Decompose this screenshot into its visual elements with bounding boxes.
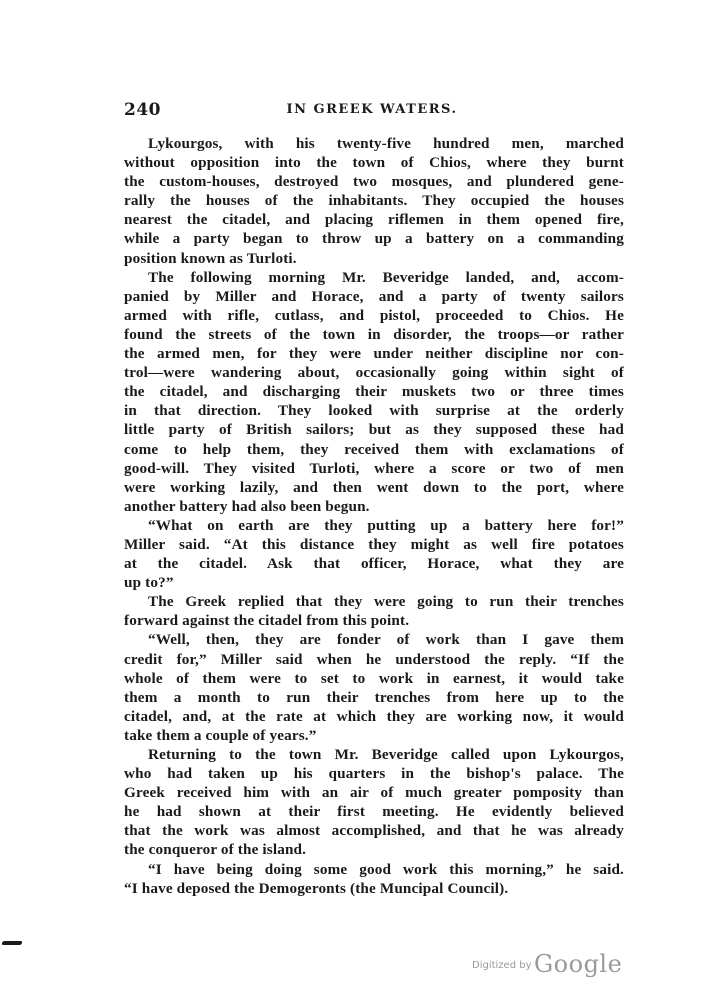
text-line: the armed men, for they were under neither discipline nor con- [124,345,624,363]
text-line: “I have deposed the Demogeronts (the Muncipal Council). [124,879,509,897]
text-line: Greek received him with an air of much greater pomposity than [124,784,624,802]
paragraph [124,134,624,268]
text-line: “I have being doing some good work this morning,” he said. [148,860,624,878]
digitized-watermark [472,950,632,980]
text-line: The following morning Mr. Beveridge landed, and, accom- [148,268,624,286]
text-line: trol—were wandering about, occasionally going within sight of [124,364,624,382]
text-line: rally the houses of the inhabitants. They occupied the houses [124,192,624,210]
text-line: them a month to run their trenches from here up to the [124,688,624,706]
body-text [124,134,624,898]
paragraph [124,516,624,592]
paragraph [124,860,624,898]
paragraph [124,745,624,860]
text-line: The Greek replied that they were going to run their trenches [148,593,624,611]
text-line: were working lazily, and then went down to the port, where [124,478,624,496]
text-line: he had shown at their first meeting. He evidently believed [124,803,624,821]
paragraph [124,268,624,516]
text-line: nearest the citadel, and placing riflemen in them opened fire, [124,211,624,229]
page-number: 240 [124,100,161,120]
text-line: up to?” [124,574,174,592]
text-line: the custom-houses, destroyed two mosques, and plundered gene- [124,173,624,191]
running-title: IN GREEK WATERS. [286,102,458,117]
watermark-brand-logo: Google [534,950,623,978]
text-line: Miller said. “At this distance they might as well fire potatoes [124,535,624,553]
text-line: good-will. They visited Turloti, where a score or two of men [124,459,624,477]
text-line: the citadel, and discharging their muskets two or three times [124,383,624,401]
text-line: credit for,” Miller said when he understood the reply. “If the [124,650,624,668]
text-line: in that direction. They looked with surprise at the orderly [124,402,624,420]
text-line: without opposition into the town of Chios, where they burnt [124,154,624,172]
text-line: “Well, then, they are fonder of work than I gave them [148,631,624,649]
text-line: while a party began to throw up a battery on a commanding [124,230,624,248]
text-line: whole of them were to set to work in earnest, it would take [124,669,624,687]
text-line: Returning to the town Mr. Beveridge called upon Lykourgos, [148,746,624,763]
page-header [124,100,620,122]
text-line: at the citadel. Ask that officer, Horace, what they are [124,555,624,573]
text-line: “What on earth are they putting up a battery here for!” [148,516,624,534]
paragraph [124,592,624,630]
text-line: who had taken up his quarters in the bishop's palace. The [124,765,624,783]
text-line: citadel, and, at the rate at which they are working now, it would [124,707,624,725]
text-line: little party of British sailors; but as they supposed these had [124,421,624,439]
text-line: position known as Turloti. [124,249,297,267]
text-line: panied by Miller and Horace, and a party of twenty sailors [124,287,624,305]
text-line: forward against the citadel from this point. [124,612,410,630]
margin-mark [1,941,22,945]
text-line: found the streets of the town in disorder, the troops—or rather [124,325,624,343]
text-line: take them a couple of years.” [124,726,317,744]
watermark-prefix: Digitized by [472,960,532,971]
text-line: another battery had also been begun. [124,497,370,515]
text-line: come to help them, they received them with exclamations of [124,440,624,458]
text-line: armed with rifle, cutlass, and pistol, proceeded to Chios. He [124,306,624,324]
text-line: Lykourgos, with his twenty-five hundred men, marched [148,135,624,152]
text-line: the conqueror of the island. [124,841,307,859]
text-line: that the work was almost accomplished, and that he was already [124,822,624,840]
paragraph [124,630,624,745]
